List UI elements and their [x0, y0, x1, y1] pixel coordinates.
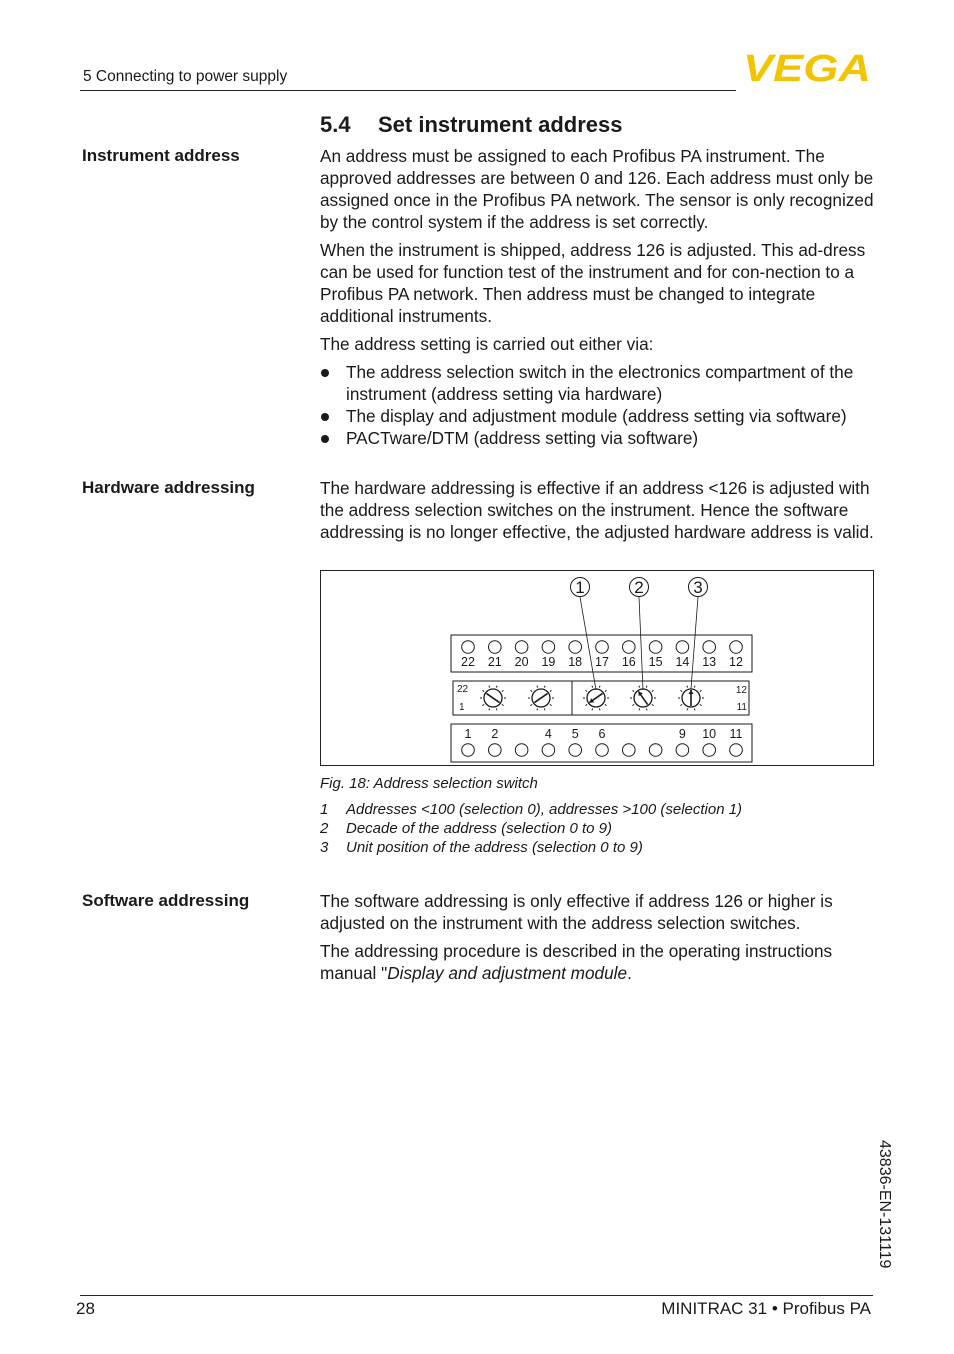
terminal-circle — [676, 744, 689, 757]
switch-tick — [585, 690, 587, 691]
section-title — [320, 112, 623, 138]
callout-number: 2 — [634, 578, 644, 597]
figure-caption: Fig. 18: Address selection switch — [320, 775, 538, 792]
terminal-circle — [676, 641, 689, 654]
address-switch-figure — [320, 570, 874, 766]
switch-tick — [537, 686, 538, 688]
switch-tick — [599, 708, 600, 710]
terminal-circle — [542, 641, 555, 654]
terminal-label: 22 — [461, 655, 475, 669]
terminal-label: 4 — [544, 727, 552, 741]
list-item — [320, 405, 880, 427]
terminal-circle — [596, 744, 609, 757]
terminal-label: 5 — [571, 727, 579, 741]
callout-leader — [580, 597, 596, 690]
vega-logo — [742, 52, 872, 84]
switch-tick — [544, 708, 545, 710]
list-item — [320, 361, 880, 405]
terminal-circle — [596, 641, 609, 654]
switch-tick — [680, 704, 682, 705]
switch-tick — [592, 686, 593, 688]
address-method-list — [320, 361, 880, 449]
terminal-label: 9 — [678, 727, 686, 741]
figure-legend-item-1 — [320, 801, 742, 818]
terminal-label: 6 — [598, 727, 606, 741]
switch-tick — [530, 704, 532, 705]
callout-marker — [630, 578, 649, 691]
terminal-label: 11 — [729, 727, 743, 741]
switch-tick — [700, 704, 702, 705]
callout-number: 3 — [693, 578, 703, 597]
product-name: MINITRAC 31 • Profibus PA — [661, 1299, 871, 1318]
section-title-text: Set instrument address — [378, 112, 623, 137]
side-label-software-addressing: Software addressing — [82, 891, 250, 910]
switch-tick — [599, 686, 600, 688]
list-item-text: The display and adjustment module (address setting via software) — [346, 406, 847, 426]
switch-tick — [502, 690, 504, 691]
switch-tick — [687, 708, 688, 710]
side-label-hardware-addressing: Hardware addressing — [82, 478, 255, 497]
figure-legend-item-2 — [320, 820, 612, 837]
switch-tick — [550, 704, 552, 705]
manual-title: Display and adjustment module — [387, 963, 628, 983]
terminal-circle — [730, 744, 743, 757]
instrument-address-para-1: An address must be assigned to each Profibus PA instrument. The approved addresses are between 0 and 126. Each address must only be assigned once in the Profibus PA network. The sensor is only recognized by the control system if the address is set correctly. — [320, 146, 874, 232]
list-item-text: The address selection switch in the electronics compartment of the instrument (address setting via hardware) — [346, 362, 854, 404]
terminal-label: 12 — [729, 655, 743, 669]
terminal-circle — [515, 744, 528, 757]
switch-tick — [530, 690, 532, 691]
address-switch-diagram — [321, 571, 875, 767]
terminal-label: 2 — [491, 727, 499, 741]
bullet-icon — [321, 369, 329, 377]
switch-tick — [585, 704, 587, 705]
instrument-address-para-3: The address setting is carried out either via: — [320, 334, 654, 354]
terminal-label: 14 — [675, 655, 690, 669]
section-number: 5.4 — [320, 112, 351, 137]
switch-tick — [639, 686, 640, 688]
para-text: . — [627, 963, 632, 983]
terminal-circle — [730, 641, 743, 654]
vega-logo-text: VEGA — [743, 52, 871, 84]
terminal-circle — [542, 744, 555, 757]
list-item-text: PACTware/DTM (address setting via software) — [346, 428, 699, 448]
callout-leader — [691, 597, 698, 689]
terminal-circle — [489, 744, 502, 757]
callout-number: 1 — [575, 578, 585, 597]
terminal-label: 18 — [568, 655, 583, 669]
switch-tick — [700, 690, 702, 691]
legend-text: Decade of the address (selection 0 to 9) — [346, 820, 612, 837]
terminal-label: 10 — [702, 727, 717, 741]
switch-tick — [496, 686, 497, 688]
terminal-circle — [489, 641, 502, 654]
footer-rule — [80, 1295, 873, 1296]
terminal-circle — [649, 744, 662, 757]
rotary-switch — [528, 686, 554, 711]
mid-left-top-label: 22 — [457, 684, 469, 695]
list-item — [320, 427, 880, 449]
legend-number: 3 — [320, 839, 329, 856]
switch-tick — [482, 690, 484, 691]
switch-pointer — [534, 693, 547, 702]
terminal-circle — [649, 641, 662, 654]
switch-tick — [646, 686, 647, 688]
switch-tick — [646, 708, 647, 710]
chapter-header: 5 Connecting to power supply — [83, 68, 288, 85]
legend-number: 1 — [320, 801, 329, 818]
terminal-circle — [515, 641, 528, 654]
switch-strip — [453, 681, 749, 715]
legend-number: 2 — [320, 820, 329, 837]
switch-tick — [544, 686, 545, 688]
instrument-address-para-2: When the instrument is shipped, address 126 is adjusted. This ad-dress can be used for function test of the instrument and for con-nection to a Profibus PA network. Then address must be changed to integrate additional instruments. — [320, 240, 866, 326]
figure-legend-item-3 — [320, 839, 643, 856]
switch-tick — [605, 704, 607, 705]
rotary-switch — [678, 686, 704, 711]
terminal-label: 17 — [595, 655, 609, 669]
bullet-icon — [321, 435, 329, 443]
terminal-label: 20 — [514, 655, 529, 669]
terminal-circle — [569, 744, 582, 757]
switch-tick — [489, 708, 490, 710]
switch-arrow — [689, 690, 694, 694]
page-number: 28 — [76, 1299, 95, 1318]
terminal-label: 21 — [487, 655, 502, 669]
switch-tick — [652, 690, 654, 691]
switch-tick — [537, 708, 538, 710]
legend-text: Unit position of the address (selection 0 to 9) — [346, 839, 643, 856]
switch-tick — [592, 708, 593, 710]
callout-leader — [639, 597, 643, 690]
terminal-circle — [703, 744, 716, 757]
switch-tick — [632, 704, 634, 705]
terminal-label: 19 — [541, 655, 556, 669]
terminal-label: 13 — [702, 655, 717, 669]
terminal-circle — [703, 641, 716, 654]
document-id: 43836-EN-131119 — [876, 1140, 893, 1269]
switch-tick — [550, 690, 552, 691]
terminal-circle — [462, 641, 475, 654]
terminal-circle — [462, 744, 475, 757]
terminal-label: 1 — [464, 727, 472, 741]
terminal-circle — [623, 744, 636, 757]
terminal-label: 16 — [621, 655, 636, 669]
switch-pointer — [486, 693, 499, 702]
switch-tick — [482, 704, 484, 705]
switch-tick — [496, 708, 497, 710]
software-addressing-para-2 — [320, 940, 876, 984]
mid-right-top-label: 12 — [735, 685, 747, 696]
switch-tick — [694, 686, 695, 688]
terminal-label: 15 — [648, 655, 663, 669]
switch-tick — [502, 704, 504, 705]
mid-right-bottom-label: 11 — [736, 702, 747, 713]
terminal-circle — [623, 641, 636, 654]
bullet-icon — [321, 413, 329, 421]
legend-text: Addresses <100 (selection 0), addresses >100 (selection 1) — [346, 801, 743, 818]
rotary-switch — [480, 686, 506, 711]
switch-tick — [687, 686, 688, 688]
switch-tick — [652, 704, 654, 705]
mid-left-bottom-label: 1 — [459, 702, 465, 713]
switch-tick — [639, 708, 640, 710]
hardware-addressing-para: The hardware addressing is effective if an address <126 is adjusted with the address selection switches on the instrument. Hence the software addressing is no longer effective, the adjusted hardware address is valid. — [320, 478, 874, 542]
side-label-instrument-address: Instrument address — [82, 146, 240, 165]
switch-tick — [694, 708, 695, 710]
terminal-circle — [569, 641, 582, 654]
header-rule — [80, 90, 736, 91]
switch-tick — [489, 686, 490, 688]
callout-marker — [571, 578, 597, 691]
switch-tick — [605, 690, 607, 691]
software-addressing-para-1: The software addressing is only effective if address 126 or higher is adjusted on the instrument with the address selection switches. — [320, 891, 833, 933]
switch-tick — [632, 690, 634, 691]
para-text: The addressing procedure is described in the operating instructions manual " — [320, 941, 833, 983]
switch-tick — [680, 690, 682, 691]
